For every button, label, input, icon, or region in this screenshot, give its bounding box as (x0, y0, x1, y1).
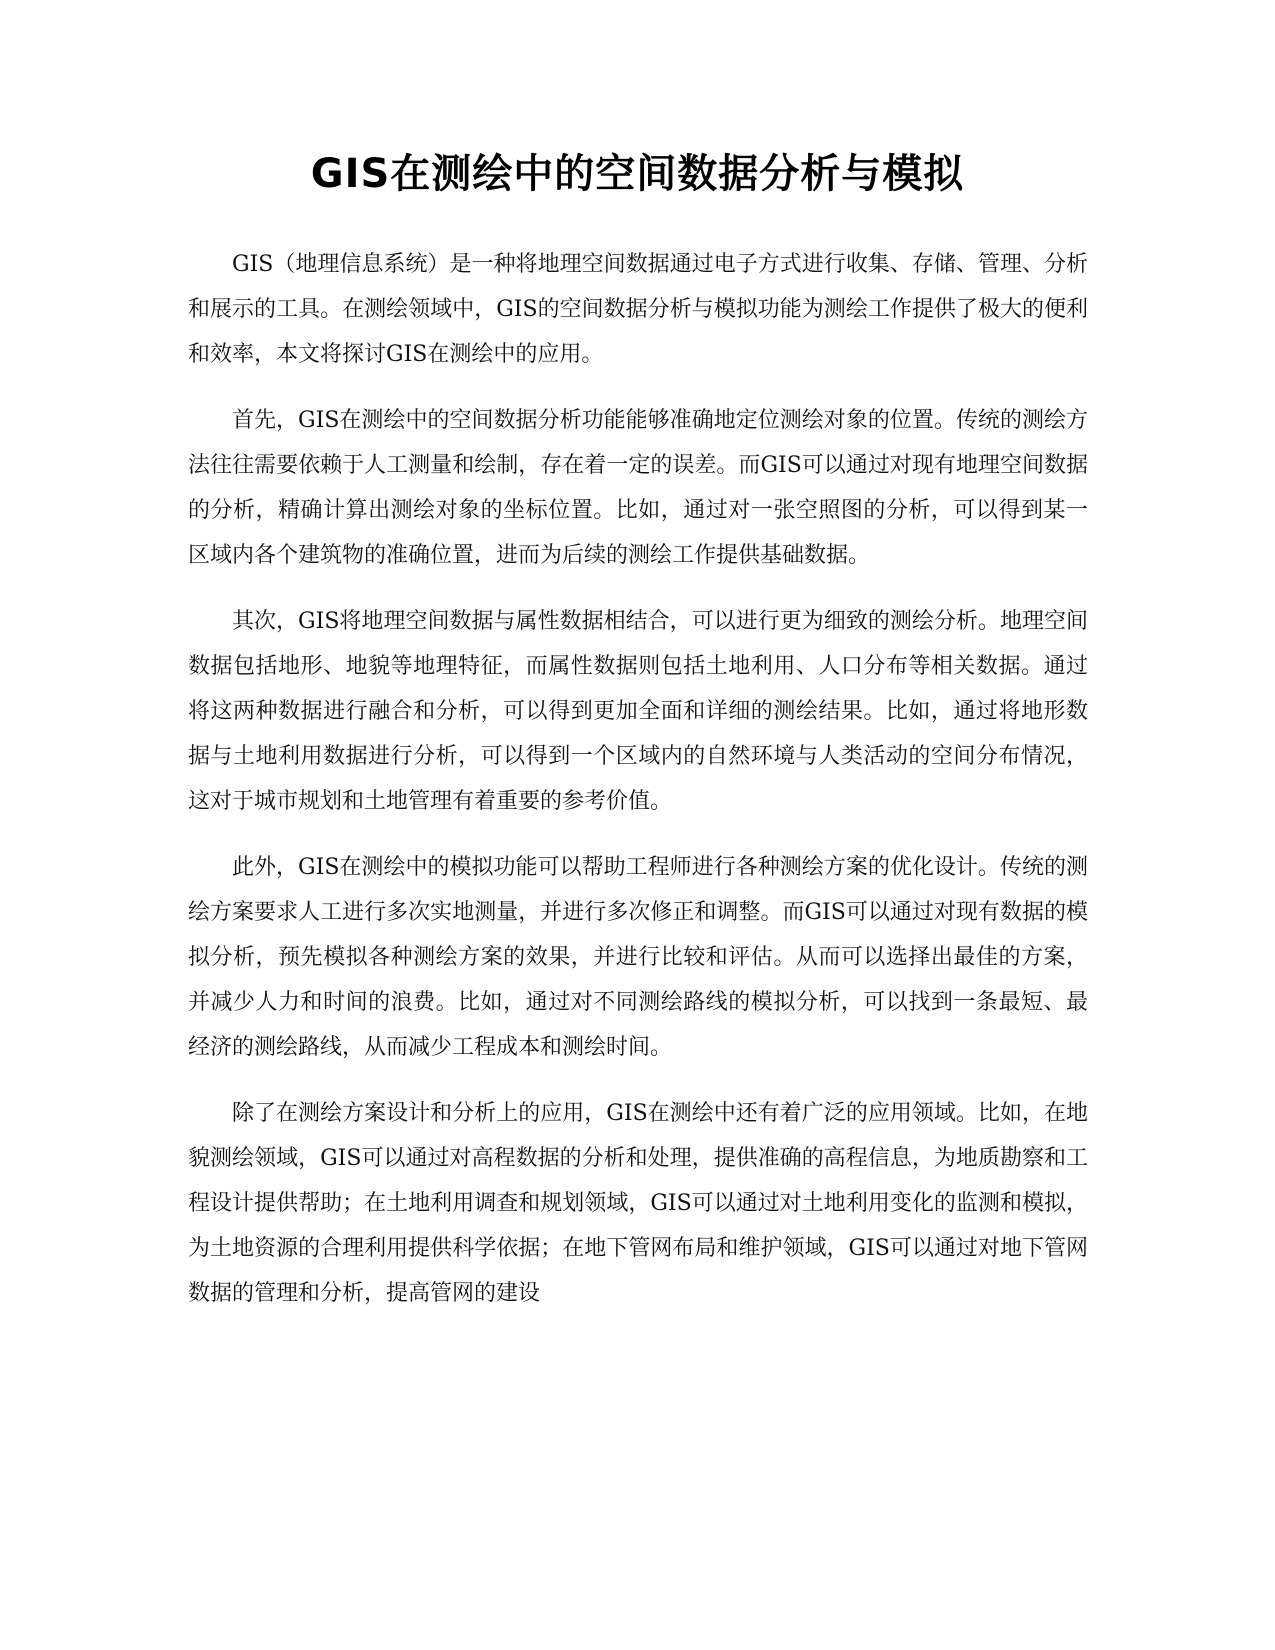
paragraph-simulation: 此外，GIS在测绘中的模拟功能可以帮助工程师进行各种测绘方案的优化设计。传统的测绘方案要求人工进行多次实地测量，并进行多次修正和调整。而GIS可以通过对现有数据的模拟分析，预先模拟各种测绘方案的效果，并进行比较和评估。从而可以选择出最佳的方案，并减少人力和时间的浪费。比如，通过对不同测绘路线的模拟分析，可以找到一条最短、最经济的测绘路线，从而减少工程成本和测绘时间。 (188, 855, 1088, 1060)
paragraph-positioning: 首先，GIS在测绘中的空间数据分析功能能够准确地定位测绘对象的位置。传统的测绘方法往往需要依赖于人工测量和绘制，存在着一定的误差。而GIS可以通过对现有地理空间数据的分析，精确计算出测绘对象的坐标位置。比如，通过对一张空照图的分析，可以得到某一区域内各个建筑物的准确位置，进而为后续的测绘工作提供基础数据。 (188, 408, 1088, 568)
paragraph-attribute-analysis: 其次，GIS将地理空间数据与属性数据相结合，可以进行更为细致的测绘分析。地理空间数据包括地形、地貌等地理特征，而属性数据则包括土地利用、人口分布等相关数据。通过将这两种数据进行融合和分析，可以得到更加全面和详细的测绘结果。比如，通过将地形数据与土地利用数据进行分析，可以得到一个区域内的自然环境与人类活动的空间分布情况，这对于城市规划和土地管理有着重要的参考价值。 (188, 609, 1088, 814)
paragraph-intro: GIS（地理信息系统）是一种将地理空间数据通过电子方式进行收集、存储、管理、分析和展示的工具。在测绘领域中，GIS的空间数据分析与模拟功能为测绘工作提供了极大的便利和效率，本文将探讨GIS在测绘中的应用。 (188, 252, 1088, 367)
document-body (188, 242, 1088, 1337)
document-title: GIS在测绘中的空间数据分析与模拟 (310, 151, 965, 197)
paragraph-applications: 除了在测绘方案设计和分析上的应用，GIS在测绘中还有着广泛的应用领域。比如，在地貌测绘领域，GIS可以通过对高程数据的分析和处理，提供准确的高程信息，为地质勘察和工程设计提供帮助；在土地利用调查和规划领域，GIS可以通过对土地利用变化的监测和模拟，为土地资源的合理利用提供科学依据；在地下管网布局和维护领域，GIS可以通过对地下管网数据的管理和分析，提高管网的建设 (188, 1101, 1088, 1306)
